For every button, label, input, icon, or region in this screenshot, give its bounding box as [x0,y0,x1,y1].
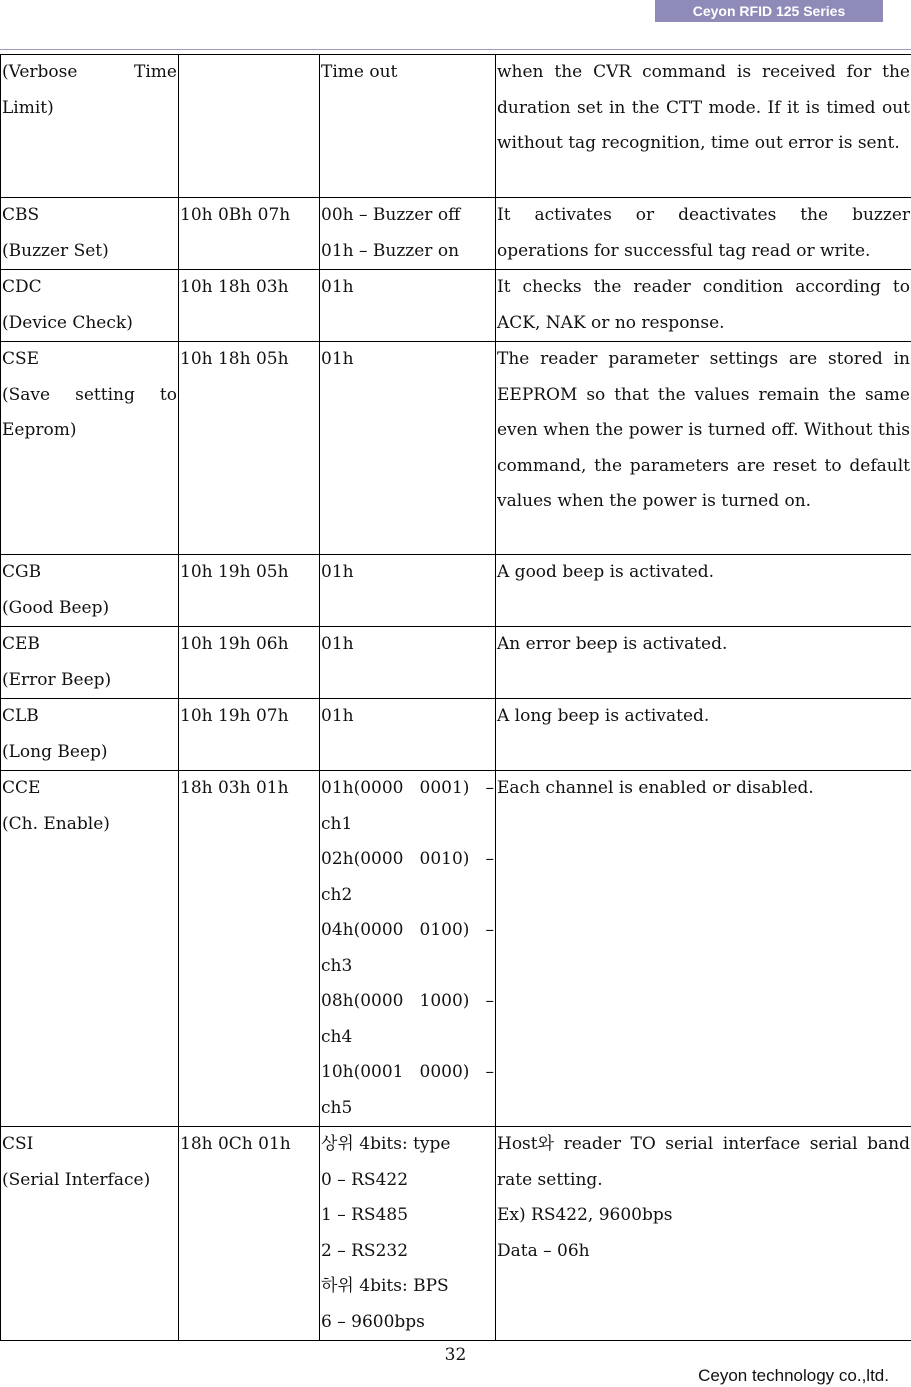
data-line: 01h [321,706,354,726]
command-description: (Error Beep) [2,669,112,690]
command-name: CCE [2,778,41,798]
command-cell [1,342,179,555]
code-cell [179,555,320,627]
command-name: CSI [2,1134,34,1154]
command-cell [1,1127,179,1341]
description-cell: It activates or deactivates the buzzer operations for successful tag read or write. [496,198,911,270]
command-cell [1,555,179,627]
command-description: (Serial Interface) [2,1169,151,1190]
table-row [1,771,911,1127]
data-cell [320,342,496,555]
code-value: 10h 18h 05h [180,349,289,369]
table-row [1,1127,911,1341]
command-description: (Save setting to Eeprom) [2,384,177,440]
command-cell [1,771,179,1127]
channel-option: 08h(0000 1000) – ch4 [321,991,494,1047]
page-number: 32 [444,1345,467,1365]
table-row [1,555,911,627]
data-line: 01h – Buzzer on [321,240,460,261]
command-description: (Good Beep) [2,597,110,618]
data-cell [320,771,496,1127]
command-name: CLB [2,706,39,726]
table-row [1,627,911,699]
data-line: 01h [321,562,354,582]
table-row [1,270,911,342]
header-divider [0,49,911,50]
description-line: Data – 06h [497,1240,590,1261]
command-cell [1,627,179,699]
command-name: CDC [2,277,42,297]
code-cell [179,55,320,198]
data-cell [320,1127,496,1341]
description-line: Ex) RS422, 9600bps [497,1205,673,1225]
channel-option: 01h(0000 0001) – ch1 [321,778,494,834]
code-value: 18h 0Ch 01h [180,1134,291,1154]
command-cell: (Verbose Time Limit) [1,55,179,198]
data-line: 2 – RS232 [321,1240,409,1261]
data-line: 6 – 9600bps [321,1311,425,1332]
channel-option: 10h(0001 0000) – ch5 [321,1062,494,1118]
code-value: 10h 0Bh 07h [180,205,291,225]
series-badge: Ceyon RFID 125 Series [655,0,883,22]
description-cell [496,1127,911,1341]
data-cell [320,627,496,699]
data-line: 상위 4bits: type [321,1134,451,1154]
data-cell [320,555,496,627]
data-line: 00h – Buzzer off [321,205,461,225]
command-description: (Buzzer Set) [2,240,109,261]
description-cell: An error beep is activated. [496,627,911,699]
description-cell: A long beep is activated. [496,699,911,771]
description-cell: when the CVR command is received for the duration set in the CTT mode. If it is timed out without tag recognition, time out error is sent. [496,55,911,198]
data-line: 01h [321,277,354,297]
table-row [1,55,911,198]
description-cell: Each channel is enabled or disabled. [496,771,911,1127]
channel-option: 04h(0000 0100) – ch3 [321,920,494,976]
command-cell [1,198,179,270]
footer-company: Ceyon technology co.,ltd. [698,1366,889,1385]
command-cell [1,699,179,771]
command-description: (Long Beep) [2,741,108,762]
command-name: CGB [2,562,42,582]
data-line: 하위 4bits: BPS [321,1276,449,1296]
data-cell [320,198,496,270]
data-cell [320,55,496,198]
code-value: 10h 19h 06h [180,634,289,654]
channel-option: 02h(0000 0010) – ch2 [321,849,494,905]
data-line: 0 – RS422 [321,1169,409,1190]
description-cell: It checks the reader condition according to ACK, NAK or no response. [496,270,911,342]
data-cell [320,699,496,771]
command-description: (Device Check) [2,312,133,333]
code-cell [179,771,320,1127]
code-value: 18h 03h 01h [180,778,289,798]
data-line: Time out [321,62,398,82]
description-line: Host와 reader TO serial interface serial band rate setting. [497,1134,910,1190]
table-row [1,198,911,270]
code-value: 10h 19h 05h [180,562,289,582]
data-line: 01h [321,349,354,369]
command-cell [1,270,179,342]
code-cell [179,342,320,555]
code-value: 10h 18h 03h [180,277,289,297]
command-name: CEB [2,634,40,654]
code-cell [179,627,320,699]
code-cell [179,198,320,270]
command-description: (Ch. Enable) [2,813,110,834]
command-table [0,54,911,1341]
data-line: 1 – RS485 [321,1205,409,1225]
description-cell: A good beep is activated. [496,555,911,627]
command-name: CSE [2,349,40,369]
description-cell: The reader parameter settings are stored in EEPROM so that the values remain the same even when the power is turned off. Without this command, the parameters are reset to default values when the power is turned on. [496,342,911,555]
code-cell [179,699,320,771]
data-cell [320,270,496,342]
data-line: 01h [321,634,354,654]
table-row [1,342,911,555]
table-row [1,699,911,771]
code-value: 10h 19h 07h [180,706,289,726]
code-cell [179,270,320,342]
command-name: CBS [2,205,40,225]
code-cell [179,1127,320,1341]
